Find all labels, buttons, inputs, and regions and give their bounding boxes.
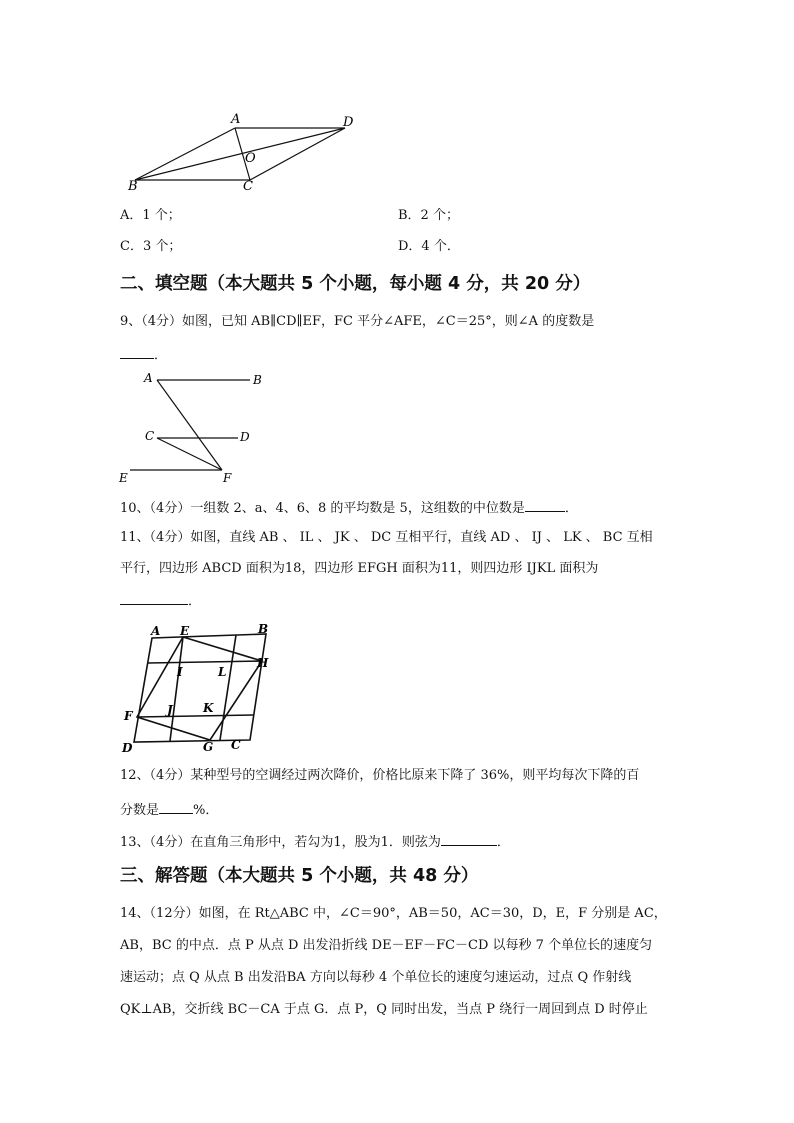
q9-tail: ． [154,348,168,363]
label-E: E [119,471,128,485]
q14-line-1: 14、（12分）如图，在 Rt△ABC 中，∠C＝90°，AB＝50，AC＝30，D，E，F 分别是 AC， [120,906,667,921]
quadrilateral-figure [118,620,278,756]
choice-b: B．2 个； [398,208,459,223]
parallel-lines-figure [115,368,275,486]
label-J: J [167,703,173,717]
label-C: C [243,179,253,194]
q11-line-1: 11、（4分）如图，直线 AB 、 IL 、 JK 、 DC 互相平行，直线 AD 、 IJ 、 LK 、 BC 互相 [120,530,653,545]
label-E: E [180,624,190,638]
choice-c: C．3 个； [120,239,182,254]
label-D: D [122,741,133,755]
q9-text: 9、（4分）如图，已知 AB∥CD∥EF，FC 平分∠AFE，∠C＝25°，则∠A 的度数是 [120,314,595,329]
q11-blank[interactable] [120,590,188,605]
q9-blank[interactable] [120,344,154,359]
q10-blank[interactable] [525,497,565,512]
parallelogram-figure [125,110,365,196]
q13-line [120,831,510,853]
q14-line-4: QK⊥AB，交折线 BC－CA 于点 G．点 P，Q 同时出发，当点 P 绕行一周回到点 D 时停止 [120,1002,648,1017]
label-B: B [128,179,138,194]
label-H: H [257,656,269,670]
q12-blank[interactable] [159,799,193,814]
label-L: L [218,665,227,679]
label-A: A [231,112,241,127]
label-B: B [253,373,262,387]
label-G: G [203,740,214,754]
q11-line-2: 平行，四边形 ABCD 面积为18，四边形 EFGH 面积为11，则四边形 IJKL 面积为 [120,561,599,576]
q12-line-2 [120,799,218,821]
q13-blank[interactable] [441,831,497,846]
label-I: I [177,665,183,679]
q13-text: 13、（4分）在直角三角形中，若勾为1，股为1．则弦为 [120,835,441,850]
q11-answer-line [120,590,201,612]
q10-tail: ． [564,501,578,516]
choice-a: A．1 个； [120,208,181,223]
label-F: F [223,471,232,485]
label-A: A [144,371,153,385]
label-A: A [151,624,161,638]
label-K: K [203,701,214,715]
label-F: F [124,709,133,723]
section-2-title: 二、填空题（本大题共 5 个小题，每小题 4 分，共 20 分） [120,274,591,294]
q14-line-2: AB，BC 的中点．点 P 从点 D 出发沿折线 DE－EF－FC－CD 以每秒 7 个单位长的速度匀 [120,938,653,953]
q14-line-3: 速运动；点 Q 从点 B 出发沿BA 方向以每秒 4 个单位长的速度匀速运动，过点 Q 作射线 [120,970,632,985]
section-3-title: 三、解答题（本大题共 5 个小题，共 48 分） [120,866,479,886]
label-C: C [231,738,241,752]
q13-tail: ． [496,835,510,850]
label-O: O [245,151,256,166]
choice-d: D．4 个． [398,239,460,254]
label-B: B [258,622,269,636]
q12-line-1: 12、（4分）某种型号的空调经过两次降价，价格比原来下降了 36%，则平均每次下降的百 [120,768,640,783]
q12-line-2-post: %． [193,803,219,818]
q12-line-2-pre: 分数是 [120,803,160,818]
label-D: D [343,115,354,130]
q10-text: 10、（4分）一组数 2、a、4、6、8 的平均数是 5，这组数的中位数是 [120,501,525,516]
label-D: D [240,430,250,444]
q11-tail: ． [188,594,202,609]
q10-text-line [120,497,578,519]
q9-answer-line [120,344,167,366]
label-C: C [145,429,155,443]
